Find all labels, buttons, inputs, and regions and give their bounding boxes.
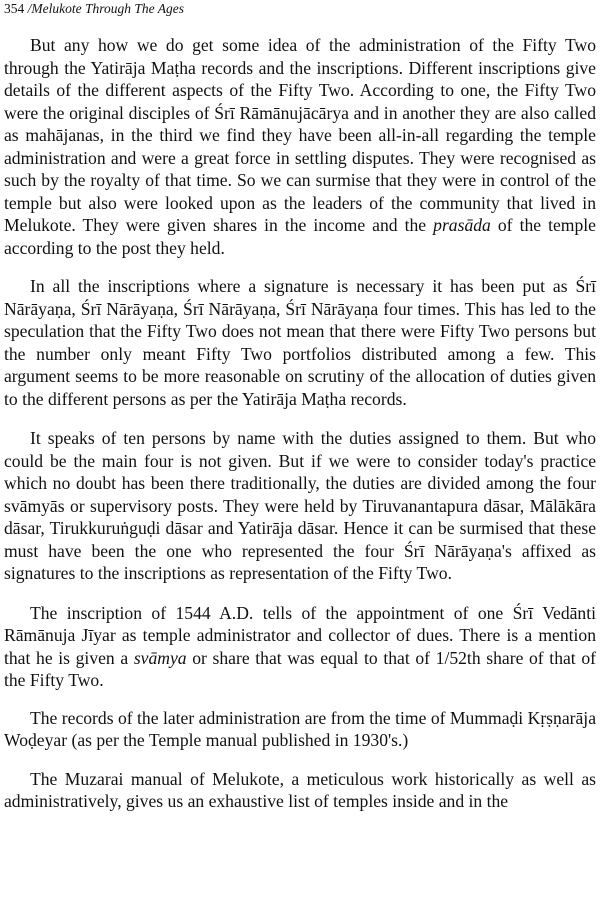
paragraph-text: or share that was equal to that of 1/52th share of that of the Fifty Two.: [4, 647, 596, 690]
paragraph-fifty-two-administration: [4, 34, 596, 259]
body-text: [4, 34, 596, 813]
page-header: [4, 0, 184, 20]
paragraph-text: of the temple according to the post they held.: [4, 215, 596, 258]
paragraph-ten-persons: It speaks of ten persons by name with the duties assigned to them. But who could be the main four is not given. But if we were to consider today's practice which no doubt has been there traditionally, the duties are divided among the four svāmyās or supervisory posts. They were held by Tiruvanantapura dāsar, Mālākāra dāsar, Tirukkuruṅguḍi dāsar and Yatirāja dāsar. Hence it can be surmised that these must have been the one who represented the four Śrī Nārāyaṇa's affixed as signatures to the inscriptions as representation of the Fifty Two.: [4, 428, 596, 583]
paragraph-1544-inscription: [4, 602, 596, 692]
italic-term: svāmya: [133, 647, 187, 668]
paragraph-signatures: In all the inscriptions where a signature is necessary it has been put as Śrī Nārāyaṇa, Śrī Nārāyaṇa, Śrī Nārāyaṇa, Śrī Nārāyaṇa four times. This has led to the speculation that the Fifty Two does not mean that there were Fifty Two persons but the number only meant Fifty Two portfolios distributed among a few. This argument seems to be more reasonable on scrutiny of the allocation of duties given to the different persons as per the Yatirāja Maṭha records.: [4, 276, 596, 409]
page-number: 354: [4, 1, 25, 16]
paragraph-muzarai-manual: The Muzarai manual of Melukote, a meticulous work historically as well as administratively, gives us an exhaustive list of temples inside and in the: [4, 768, 596, 811]
paragraph-later-records: The records of the later administration are from the time of Mummaḍi Kṛṣṇarāja Woḍeyar (as per the Temple manual published in 1930's.): [4, 707, 596, 750]
italic-term: prasāda: [433, 215, 491, 235]
paragraph-text: The inscription of 1544 A.D. tells of the appointment of one Śrī Vedānti Rāmānuja Jīyar as temple administrator and collector of dues. There is a mention that he is given a: [4, 602, 596, 668]
running-title: /Melukote Through The Ages: [24, 1, 184, 16]
paragraph-text: But any how we do get some idea of the administration of the Fifty Two through the Yatirāja Maṭha records and the inscriptions. Different inscriptions give details of the different aspects of the Fifty Two. According to one, the Fifty Two were the original disciples of Śrī Rāmānujācārya and in another they are also called as mahājanas, in the third we find they have been all-in-all regarding the temple administration and were a great force in settling disputes. They were recognised as such by the royalty of that time. So we can surmise that they were in control of the temple but also were looked upon as the leaders of the community that lived in Melukote. They were given shares in the income and the: [4, 35, 596, 235]
